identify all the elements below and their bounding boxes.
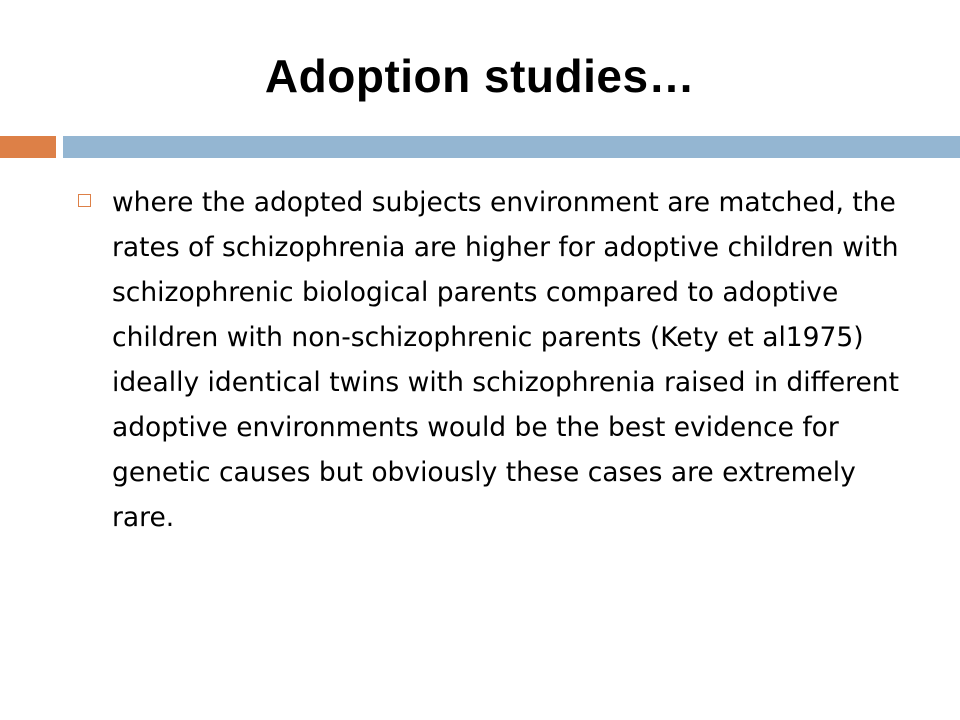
- accent-bar-orange: [0, 136, 56, 158]
- bullet-text: where the adopted subjects environment are matched, the rates of schizophrenia are higher for adoptive children with schizophrenic biological parents compared to adoptive children with non-schizophrenic parents (Kety et al1975) ideally identical twins with schizophrenia raised in different adoptive environments would be the best evidence for genetic causes but obviously these cases are extremely rare.: [112, 187, 899, 533]
- accent-bar-blue: [63, 136, 960, 158]
- slide-title: Adoption studies…: [264, 50, 696, 102]
- square-bullet-icon: [78, 194, 91, 207]
